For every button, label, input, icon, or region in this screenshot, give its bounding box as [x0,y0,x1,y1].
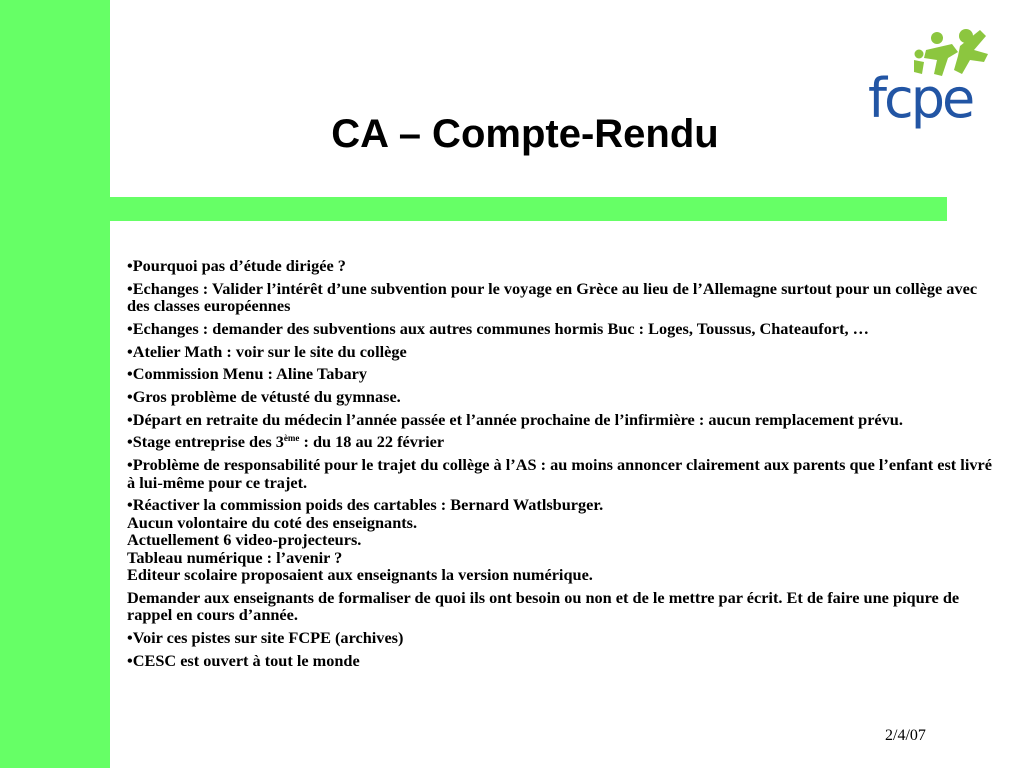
stage-text-after: : du 18 au 22 février [299,432,445,452]
slide-date: 2/4/07 [885,727,926,744]
list-item-text: •Commission Menu : Aline Tabary [127,364,368,384]
list-item-text: •Départ en retraite du médecin l’année passée et l’année prochaine de l’infirmière : aucun remplacement prévu. [127,409,903,429]
list-item [127,365,997,383]
logo-wordmark: fcpe [868,67,973,130]
list-item-text: •Atelier Math : voir sur le site du collège [127,341,407,361]
fcpe-logo-icon [862,24,996,134]
list-item-text: •CESC est ouvert à tout le monde [127,650,360,670]
list-item [127,456,997,491]
list-item-text: •Gros problème de vétusté du gymnase. [127,386,401,406]
fcpe-logo [862,24,996,134]
list-item-text: Aucun volontaire du coté des enseignants. [127,512,418,532]
list-item [127,652,997,670]
list-item [127,280,997,315]
list-item-text: Tableau numérique : l’avenir ? [127,547,343,567]
stage-text-superscript: ème [283,433,300,444]
list-item [127,433,997,451]
minutes-list [127,257,997,674]
list-item [127,388,997,406]
left-accent-bar [0,0,110,768]
list-item [127,589,997,624]
list-item [127,257,997,275]
list-item [127,496,997,584]
list-item [127,320,997,338]
list-item-text: •Echanges : Valider l’intérêt d’une subvention pour le voyage en Grèce au lieu de l’Allemagne surtout pour un collège avec des classes européennes [127,278,978,316]
list-item [127,629,997,647]
list-item [127,411,997,429]
list-item-text: Editeur scolaire proposaient aux enseignants la version numérique. [127,565,593,585]
list-item [127,343,997,361]
list-item-text: •Problème de responsabilité pour le trajet du collège à l’AS : au moins annoncer clairement aux parents que l’enfant est livré à lui-même pour ce trajet. [127,455,992,492]
title-underline-bar [110,197,947,221]
list-item-text: Actuellement 6 video-projecteurs. [127,530,362,550]
list-item-text: •Pourquoi pas d’étude dirigée ? [127,256,346,275]
list-item-text: •Echanges : demander des subventions aux autres communes hormis Buc : Loges, Toussus, Chateaufort, … [127,318,869,338]
list-item-text: Demander aux enseignants de formaliser de quoi ils ont besoin ou non et de le mettre par écrit. Et de faire une piqure de rappel en cours d’année. [127,587,960,625]
list-item-text: •Voir ces pistes sur site FCPE (archives) [127,628,404,648]
stage-text-before: •Stage entreprise des 3 [127,432,284,452]
list-item-text: •Réactiver la commission poids des cartables : Bernard Watlsburger. [127,495,604,515]
slide-title: CA – Compte-Rendu [331,112,719,156]
